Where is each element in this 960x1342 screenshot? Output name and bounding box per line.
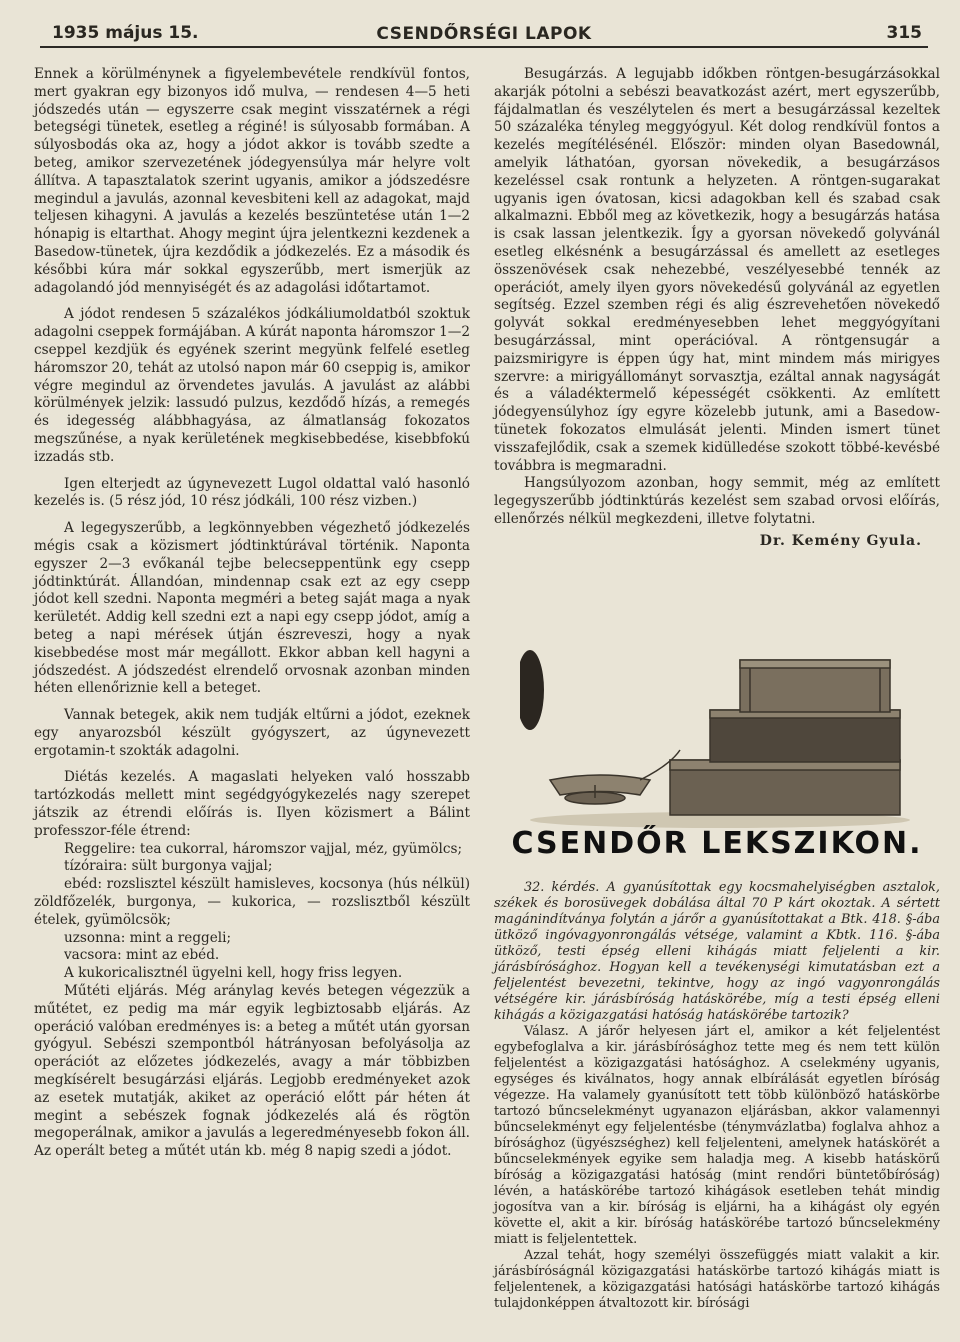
- diet-item: vacsora: mint az ebéd.: [64, 947, 220, 964]
- author-signature: Dr. Kemény Gyula.: [759, 532, 922, 549]
- diet-item: uzsonna: mint a reggeli;: [64, 929, 232, 946]
- lexikon-answer: Válasz. A járőr helyesen járt el, amikor a két feljelentést egybefoglalva a kir. járásbírósághoz tette meg és nem tett külön feljelentést a közigazgatási hatósághoz. A cselekmény ugyanis, egységes és kiválnatos, hogy annak elbírálását egyetlen bíróság végezze. Ha valamely gyanúsított tett több különböző hatáskörbe tartozó bűncselekményt ugyanazon eljárásban, akkor valamennyi bűncselekményt egy feljelentésbe (ténymvázlatba) foglalva ahhoz a bírósághoz (ügyészséghez) kell feljelenteni, amelynek hatáskörét a bűncselekmények egyike sem haladja meg. A kisebb hatáskörű bíróság a közigazgatási hatóság (mint rendőri büntetőbíróság) lévén, a hatáskörébe tartozó kihágások esetleben tehát mindig jogosítva van a kir. bíróság is eljárni, ha a kihágást oly egyén követte el, akit a kir. bíróság hatáskörébe tartozó bűncselekmény miatt is feljelentettek.: [494, 1024, 940, 1247]
- diet-item: ebéd: rozslisztel készült hamisleves, kocsonya (hús nélkül) zöldfőzelék, burgonya, — kukorica, — rozslisztből készült ételek, gyümölcsök;: [34, 876, 470, 928]
- paragraph: A kukoricalisztnél ügyelni kell, hogy friss legyen.: [64, 965, 403, 982]
- paragraph: Hangsúlyozom azonban, hogy semmit, még az említett legegyszerűbb jódtinktúrás kezelést sem szabad orvosi előírás, ellenőrzés nélkül megkezdeni, illetve folytatni.: [494, 475, 940, 527]
- section-heading: CSENDŐR LEKSZIKON.: [511, 826, 923, 861]
- lexikon-question: 32. kérdés. A gyanúsítottak egy kocsmahelyiségben asztalok, székek és borosüvegek dobálása által 70 P kárt okoztak. A sértett magánindítványa folytán a járőr a gyanúsítottakat a Btk. 418. §-ába ütköző ingóvagyonrongálás vétsége, valamint a Kbtk. 116. §-ába ütköző, testi épség elleni kihágás miatt feljelenti a kir. járásbírósághoz. Hogyan kell a tevékenységi kimutatásban ezt a feljelentést bevezetni, tekintve, hogy az ingó vagyonrongálás vétségére kir. járásbíróság hatáskörébe, míg a testi épség elleni kihágás a közigazgatási hatóság hatáskörébe tartozik?: [494, 880, 940, 1023]
- lexikon-column: [494, 880, 940, 1312]
- right-column: [494, 66, 940, 549]
- issue-date: 1935 május 15.: [52, 23, 199, 43]
- publication-title: CSENDŐRSÉGI LAPOK: [376, 24, 592, 44]
- paragraph: Besugárzás. A legujabb időkben röntgen-besugárzásokkal akarják pótolni a sebészi beavatkozást azért, mert egyszerűbb, fájdalmatlan és veszélytelen és mert a besugárzással kezeltek 50 százaléka tényleg meggyógyul. Két dolog rendkívül fontos a kezelés megítélésénél. Először: minden olyan Basedownál, amelyik láthatóan, gyorsan növekedik, a besugárzásos kezeléssel csak rontunk a helyzeten. A röntgen-sugarakat ugyanis igen óvatosan, kicsi adagokban kell és szabad csak alkalmazni. Ebből meg az következik, hogy a besugárzás hatása is csak lassan jelentkezik. Így a gyorsan növekedő golyvánál esetleg elkésnénk a besugárzással és amellett az esetleges összenövések csak nehezebbé, veszélyesebbé tennék az operációt, amely ilyen gyors növekedésű golyvánál az egyetlen segítség. Ezzel szemben régi és alig észrevehetően növekedő golyvát sokkal eredményesebben lehet meggyógyítani besugárzással, mint operációval. A röntgensugár a paizsmirigyre is éppen úgy hat, mint mindem más mirigyes szervre: a mirigyállományt sorvasztja, ezáltal annak nagyságát és a váladéktermelő képességét csökkenti. Az említett jódegyensúlyhoz így egyre közelebb jutunk, ami a Basedow-tünetek fokozatos elmulását jelenti. Minden ismert tünet visszafejlődik, csak a szemek kidülledése szokott többé-kevésbé továbbra is megmaradni.: [494, 66, 940, 474]
- page-header: [40, 20, 928, 48]
- paragraph: Vannak betegek, akik nem tudják eltűrni a jódot, ezeknek egy anyarozsból készült gyógyszert, az úgynevezett ergotamin-t szokták adagolni.: [34, 707, 470, 759]
- lexikon-answer: Azzal tehát, hogy személyi összefüggés miatt valakit a kir. járásbíróságnál közigazgatási hatáskörbe tartozó kihágás miatt is feljelentenek, a közigazgatási hatósági hatáskörbe tartozó kihágás tulajdonképpen átvaltozott kir. bírósági: [494, 1248, 940, 1311]
- page-number: 315: [886, 23, 922, 43]
- paragraph: Ennek a körülménynek a figyelembevétele rendkívül fontos, mert gyakran egy bizonyos idő mulva, — rendesen 4—5 heti jódszedés után — egyszerre csak megint visszatérnek a régi betegségi tünetek, esetleg a réginé! is súlyosabb formában. A súlyosbodás oka az, hogy a jódot akkor is tovább szedte a beteg, amikor szervezetének jódegyensúlya már helyre volt állítva. A tapasztalatok szerint ugyanis, amikor a jódszedésre megindul a javulás, azonnal kevesbiteni kell az adagokat, majd teljesen kihagyni. A javulás a kezelés beszüntetése után 1—2 hónapig is eltarthat. Ahogy megint újra jelentkezni kezdenek a Basedow-tünetek, újra kezdődik a jódkezelés. Ez a második és későbbi kúra már sokkal egyszerűbb, mert ismerjük az adagolandó jód mennyiségét és az adagolási időtartamot.: [34, 66, 470, 296]
- paragraph: A jódot rendesen 5 százalékos jódkáliumoldatból szoktuk adagolni cseppek formájában. A kúrát naponta háromszor 1—2 cseppel kezdjük és egyének szerint megyünk felfelé esetleg háromszor 20, tehát az utolsó napon már 60 cseppig is, amikor végre megindul az örvendetes javulás. A javulást az alábbi körülmények jelzik: lassudó pulzus, kezdődő hízás, a remegés és idegesség alábbhagyása, az álmatlanság fokozatos megszűnése, a nyak kerületének megkisebbedése, kisebbfokú izzadás stb.: [34, 306, 470, 465]
- paragraph: Műtéti eljárás. Még aránylag kevés betegen végezzük a műtétet, ez pedig ma már egyik legbiztosabb eljárás. Az operáció valóban eredményes is: a beteg a műtét után gyorsan gyógyul. Sebészi szempontból hátrányosan befolyásolja az operációt az előzetes jódkezelés, avagy a már többizben megkísérelt besugárzási eljárás. Legjobb eredményeket azok az esetek mutatják, akiket az operáció előtt pár héten át megint a sebészek fognak jódkezelés alá és rögtön megoperálnak, amikor a javulás a legeredményesebb fokon áll. Az operált beteg a műtét után kb. még 8 napig szedi a jódot.: [34, 983, 470, 1160]
- paragraph: Diétás kezelés. A magaslati helyeken való hosszabb tartózkodás mellett mint segédgyógykezelés nagy szerepet játszik az étrendi előírás is. Ilyen közismert a Bálint professzor-féle étrend:: [34, 769, 470, 839]
- diet-item: Reggelire: tea cukorral, háromszor vajjal, méz, gyümölcs;: [64, 840, 463, 857]
- left-column: [34, 66, 470, 1161]
- books-lamp-illustration: [520, 630, 920, 830]
- paragraph: A legegyszerűbb, a legkönnyebben végezhető jódkezelés mégis csak a közismert jódtinktúrával történik. Naponta egyszer 2—3 evőkanál tejbe belecseppentünk egy csepp jódtinktúrát. Állandóan, mindennap csak ezt az egy csepp jódot kell szedni. Naponta megméri a beteg saját maga a nyak kerületét. Addig kell szedni ezt a napi egy csepp jódot, amíg a beteg a napi mérések útján észreveszi, hogy a nyak kisebbedése most már megállott. Ekkor abban kell hagyni a jódszedést. A jódszedést elrendelő orvosnak azonban minden héten ellenőriznie kell a beteget.: [34, 520, 470, 697]
- diet-item: tízóraira: sült burgonya vajjal;: [64, 858, 273, 875]
- paragraph: Igen elterjedt az úgynevezett Lugol oldattal való hasonló kezelés is. (5 rész jód, 10 rész jódkáli, 100 rész vizben.): [34, 475, 470, 510]
